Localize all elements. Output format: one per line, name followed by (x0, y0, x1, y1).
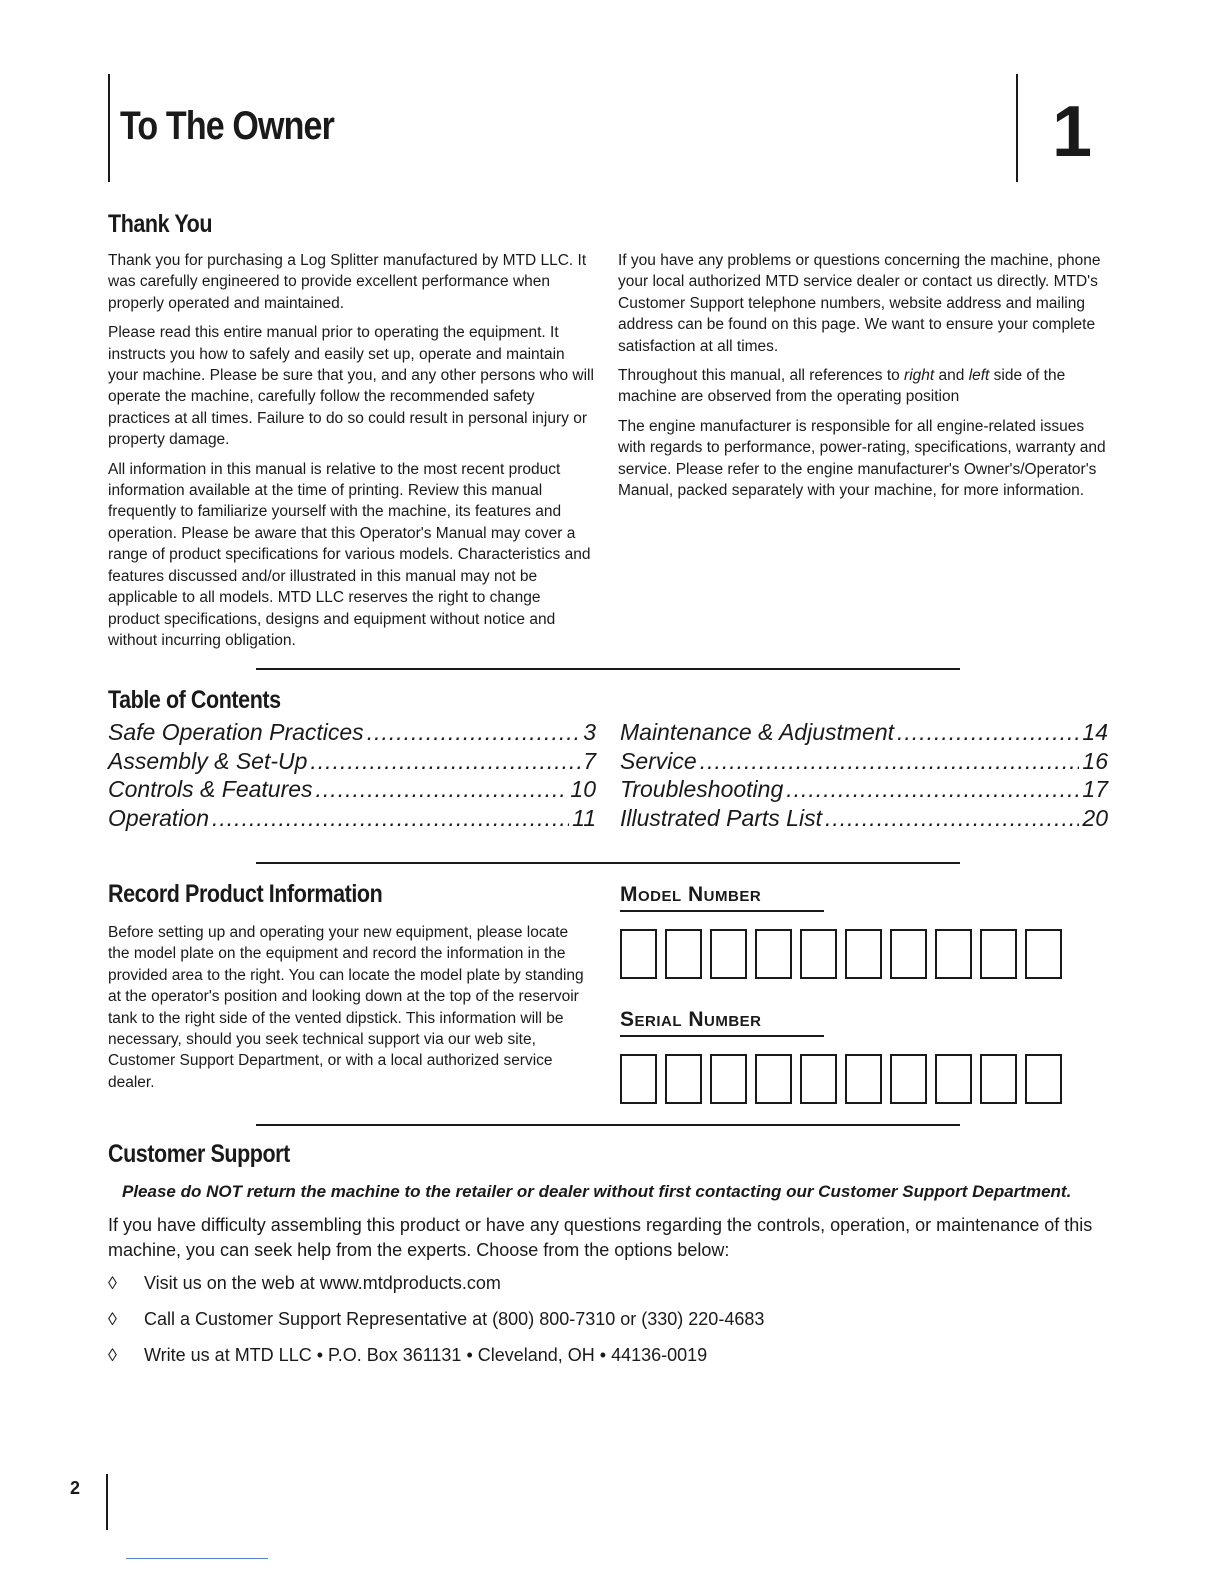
toc-entry[interactable] (108, 776, 596, 805)
orientation-text: Throughout this manual, all references to (618, 367, 905, 385)
page-number: 2 (70, 1478, 81, 1498)
toc-entry-label: Assembly & Set-Up (108, 748, 308, 774)
toc-entry[interactable] (108, 719, 596, 748)
model-number-digit-box[interactable] (890, 929, 927, 979)
support-option-text: Call a Customer Support Representative at (800) 800-7310 or (330) 220-4683 (144, 1309, 765, 1329)
footer-bar (106, 1474, 108, 1530)
serial-number-digit-box[interactable] (980, 1054, 1017, 1104)
toc-entry-page: 17 (1082, 776, 1108, 802)
toc-entry[interactable] (620, 805, 1108, 834)
diamond-bullet-icon: ◊ (108, 1345, 117, 1365)
thank-you-paragraph: Thank you for purchasing a Log Splitter manufactured by MTD LLC. It was carefully engineered to provide excellent performance when properly operated and maintained. (108, 252, 587, 312)
serial-number-label: Serial Number (620, 1008, 762, 1031)
support-intro: If you have difficulty assembling this product or have any questions regarding the controls, operation, or maintenance of this machine, you can seek help from the experts. Choose from the options below: (108, 1215, 1093, 1260)
model-number-label: Model Number (620, 883, 762, 906)
orientation-text: side of the machine are observed from the operating position (618, 367, 1066, 406)
orientation-paragraph (618, 365, 1112, 408)
serial-number-digit-box[interactable] (620, 1054, 657, 1104)
thank-you-right-column (618, 250, 1112, 509)
toc-entry-page: 11 (572, 805, 596, 831)
title-left-bar (108, 74, 110, 182)
thank-you-paragraph: The engine manufacturer is responsible for all engine-related issues with regards to performance, power-rating, specifications, warranty and service. Please refer to the engine manufacturer's Owner's/Operator's Manual, packed separately with your machine, for more information. (618, 417, 1106, 500)
toc-entry-label: Troubleshooting (620, 776, 784, 802)
support-option-text: Write us at MTD LLC • P.O. Box 361131 • Cleveland, OH • 44136-0019 (144, 1345, 708, 1365)
serial-number-digit-box[interactable] (935, 1054, 972, 1104)
model-number-digit-box[interactable] (755, 929, 792, 979)
section-divider (256, 668, 960, 670)
model-number-digit-box[interactable] (845, 929, 882, 979)
section-divider (256, 862, 960, 864)
toc-entry-page: 7 (583, 748, 596, 774)
support-option-text: Visit us on the web at www.mtdproducts.com (144, 1273, 501, 1293)
thank-you-paragraph: Please read this entire manual prior to operating the equipment. It instructs you how to safely and easily set up, operate and maintain your machine. Please be sure that you, and any other persons who will operate the machine, carefully follow the recommended safety practices at all times. Failure to do so could result in personal injury or property damage. (108, 324, 594, 449)
model-number-boxes (620, 929, 1070, 979)
chapter-number: 1 (1052, 92, 1093, 172)
toc-heading: Table of Contents (108, 686, 281, 714)
model-number-digit-box[interactable] (935, 929, 972, 979)
support-warning: Please do NOT return the machine to the retailer or dealer without first contacting our Customer Support Department. (122, 1182, 1072, 1201)
record-heading: Record Product Information (108, 880, 383, 908)
diamond-bullet-icon: ◊ (108, 1309, 117, 1329)
support-option-phone[interactable] (108, 1309, 764, 1330)
thank-you-paragraph: All information in this manual is relative to the most recent product information available at the time of printing. Review this manual frequently to familiarize yourself with the machine, its features and operation. Please be aware that this Operator's Manual may cover a range of product specifications for various models. Characteristics and features discussed and/or illustrated in this manual may not be applicable to all models. MTD LLC reserves the right to change product specifications, designs and equipment without notice and without incurring obligation. (108, 460, 591, 649)
toc-entry[interactable] (108, 805, 596, 834)
toc-entry-page: 20 (1082, 805, 1108, 831)
model-number-digit-box[interactable] (1025, 929, 1062, 979)
model-number-digit-box[interactable] (710, 929, 747, 979)
thank-you-heading: Thank You (108, 210, 213, 238)
toc-entry-page: 3 (583, 719, 596, 745)
model-number-digit-box[interactable] (665, 929, 702, 979)
support-option-mail[interactable] (108, 1345, 707, 1366)
model-number-digit-box[interactable] (800, 929, 837, 979)
model-number-digit-box[interactable] (620, 929, 657, 979)
section-divider (256, 1124, 960, 1126)
serial-number-digit-box[interactable] (845, 1054, 882, 1104)
footer-blue-line (126, 1558, 268, 1559)
toc-entry-label: Safe Operation Practices (108, 719, 364, 745)
toc-entry-page: 16 (1082, 748, 1108, 774)
serial-number-digit-box[interactable] (800, 1054, 837, 1104)
support-heading: Customer Support (108, 1140, 290, 1168)
record-text: Before setting up and operating your new equipment, please locate the model plate on the equipment and record the information in the provided area to the right. You can locate the model plate by standing at the operator's position and looking down at the top of the reservoir tank to the right side of the vented dipstick. This information will be necessary, should you seek technical support via our web site, Customer Support Department, or with a local authorized service dealer. (108, 924, 584, 1091)
serial-number-digit-box[interactable] (755, 1054, 792, 1104)
serial-label-underline (620, 1035, 824, 1037)
page-title: To The Owner (120, 104, 334, 148)
toc-entry-label: Operation (108, 805, 210, 831)
toc-entry-label: Illustrated Parts List (620, 805, 822, 831)
toc-entry[interactable] (620, 748, 1108, 777)
serial-number-digit-box[interactable] (665, 1054, 702, 1104)
toc-entry-label: Service (620, 748, 697, 774)
support-option-web[interactable] (108, 1273, 501, 1294)
toc-entry-page: 14 (1082, 719, 1108, 745)
thank-you-left-column (108, 250, 596, 659)
toc-entry-label: Maintenance & Adjustment (620, 719, 895, 745)
thank-you-paragraph: If you have any problems or questions concerning the machine, phone your local authorized MTD service dealer or contact us directly. MTD's Customer Support telephone numbers, website address and mailing address can be found on this page. We want to ensure your complete satisfaction at all times. (618, 252, 1101, 355)
serial-number-digit-box[interactable] (710, 1054, 747, 1104)
right-term: right (904, 367, 935, 385)
serial-number-digit-box[interactable] (890, 1054, 927, 1104)
chapter-divider-bar (1016, 74, 1018, 182)
left-term: left (968, 367, 990, 385)
model-label-underline (620, 910, 824, 912)
serial-number-boxes (620, 1054, 1070, 1104)
model-number-digit-box[interactable] (980, 929, 1017, 979)
toc-entry[interactable] (108, 748, 596, 777)
orientation-text: and (934, 367, 969, 385)
toc-entry[interactable] (620, 776, 1108, 805)
toc-entry-page: 10 (570, 776, 596, 802)
diamond-bullet-icon: ◊ (108, 1273, 117, 1293)
toc-entry-label: Controls & Features (108, 776, 313, 802)
serial-number-digit-box[interactable] (1025, 1054, 1062, 1104)
toc-entry[interactable] (620, 719, 1108, 748)
